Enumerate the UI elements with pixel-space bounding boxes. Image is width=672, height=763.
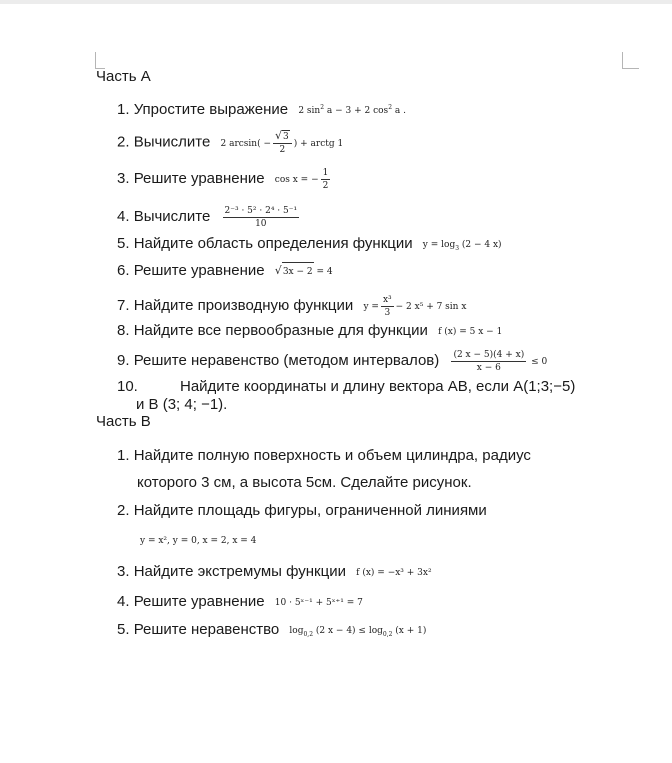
part-a-heading: Часть А: [96, 68, 151, 85]
crop-mark-right: [622, 52, 639, 69]
item-text: Вычислите: [133, 208, 211, 225]
item-number: 4.: [117, 593, 130, 610]
part-b-item-2: [117, 502, 487, 520]
item-math: $\frac{\text{2⁻³ · 5² · 2⁴ · 5⁻¹}}{10}$: [224, 206, 298, 229]
part-b-item-1: [117, 447, 531, 465]
part-a-item-5: [117, 235, 502, 254]
item-math: $y = \log_3 (2 - 4$ x): [422, 240, 502, 252]
item-text: Решите неравенство (методом интервалов): [133, 352, 440, 369]
part-b-item-4: [117, 593, 363, 612]
item-number: 8.: [117, 322, 130, 339]
item-text: Решите уравнение: [133, 593, 265, 610]
item-number: 6.: [117, 262, 130, 279]
item-number: 9.: [117, 352, 130, 369]
item-number: 10.: [117, 378, 138, 395]
part-a-item-10-line2: и В (3; 4; −1).: [136, 396, 228, 413]
item-text: Найдите координаты и длину вектора АВ, если А(1;3;−5): [180, 378, 576, 395]
item-math: 10 · 5ˣ⁻¹ + 5ˣ⁺¹ = 7: [274, 598, 363, 608]
item-math: f (x) = −x³ + 3x²: [356, 568, 432, 578]
part-a-item-3: [117, 167, 332, 192]
item-math: √3x − 2 = 4: [275, 267, 333, 277]
item-number: 1.: [117, 101, 130, 118]
part-a-item-7: [117, 294, 466, 319]
item-math: $\log_{0,2} (2$ $x - 4) \le \log_{0,2} (x + 1)$: [289, 626, 427, 638]
item-math: 2 $\sin^2 a - 3 + 2$ $\cos^2 a$ .: [298, 104, 406, 116]
item-number: 5.: [117, 621, 130, 638]
part-a-item-10: [117, 378, 575, 396]
item-text: Решите уравнение: [133, 262, 265, 279]
item-math: 2 arcsin( − $\frac{√3}{2}$ ) + arctg 1: [220, 129, 344, 155]
item-number: 2.: [117, 502, 130, 519]
item-number: 2.: [117, 133, 130, 151]
item-number: 4.: [117, 208, 130, 225]
item-number: 7.: [117, 297, 130, 314]
item-text: Найдите область определения функции: [133, 235, 413, 252]
item-number: 5.: [117, 235, 130, 252]
part-a-item-6: [117, 262, 333, 281]
item-text: Найдите все первообразные для функции: [133, 322, 428, 339]
part-b-item-5: [117, 621, 426, 640]
item-text: Найдите полную поверхность и объем цилиндра, радиус: [133, 447, 531, 464]
item-math: $\frac{(2 x - 5)(4 + x)}{x - 6}$ ≤ 0: [453, 350, 548, 373]
part-a-item-4: [117, 205, 301, 230]
part-b-item-3: [117, 563, 432, 582]
part-b-item-2-math: y = x², y = 0, x = 2, x = 4: [140, 536, 257, 546]
crop-mark-left: [95, 52, 105, 69]
item-text: Упростите выражение: [133, 101, 289, 118]
item-text: Вычислите: [133, 133, 211, 151]
part-b-heading: Часть В: [96, 413, 151, 430]
item-number: 3.: [117, 170, 130, 187]
item-text: Решите неравенство: [133, 621, 280, 638]
part-a-item-2: [117, 130, 343, 156]
item-text: Найдите площадь фигуры, ограниченной линиями: [133, 502, 487, 519]
part-a-item-1: [117, 101, 406, 120]
part-a-item-9: [117, 349, 547, 374]
item-text: Решите уравнение: [133, 170, 265, 187]
top-bar: [0, 0, 672, 4]
item-math: y = $\frac{\text{x³}}{3}$ − 2 x⁵ + 7 sin x: [363, 295, 467, 318]
item-number: 3.: [117, 563, 130, 580]
part-b-item-1-line2: которого 3 см, а высота 5см. Сделайте рисунок.: [137, 474, 472, 491]
item-number: 1.: [117, 447, 130, 464]
item-math: cos x = − $\frac{1}{2}$: [274, 168, 329, 191]
item-text: Найдите производную функции: [133, 297, 354, 314]
item-math: f (x) = 5 x − 1: [438, 327, 503, 337]
item-text: Найдите экстремумы функции: [133, 563, 346, 580]
part-a-item-8: [117, 322, 502, 341]
